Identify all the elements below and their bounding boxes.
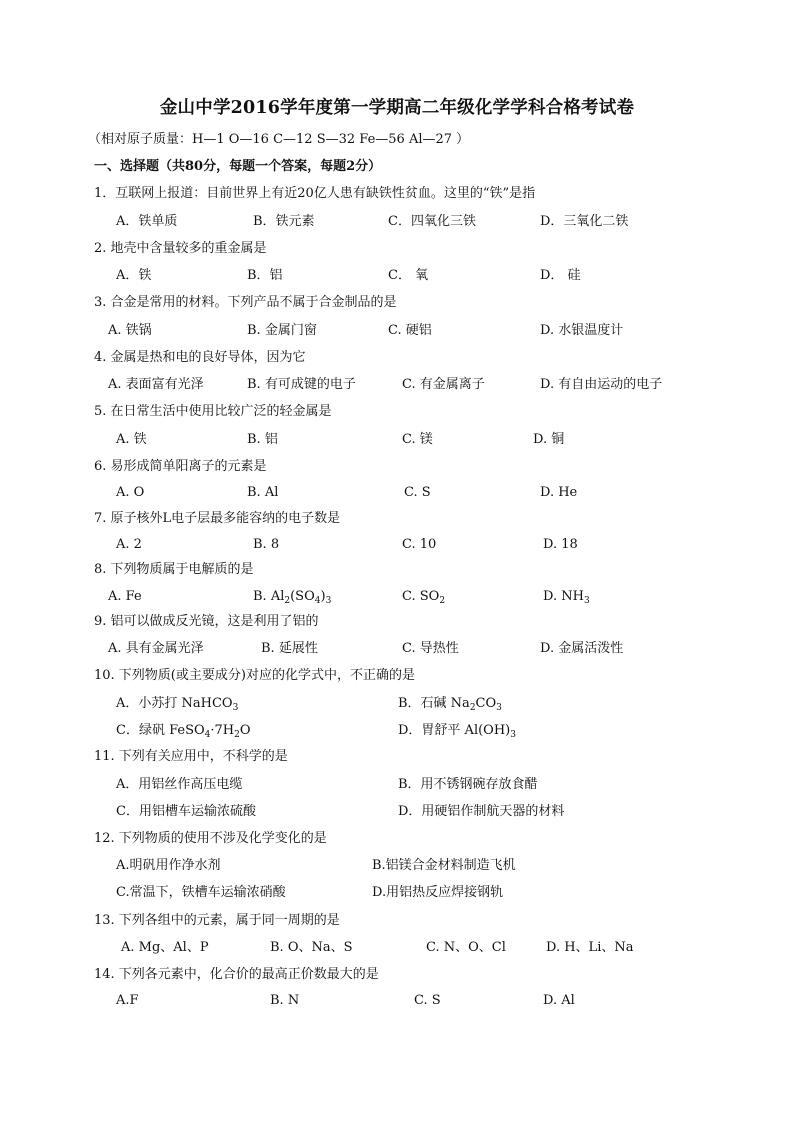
q10-c-text: C．绿矾 FeSO xyxy=(116,723,205,738)
q10-d-sub: 3 xyxy=(510,730,516,740)
q2-option-c: C． 氧 xyxy=(388,268,429,283)
q14-option-d: D. Al xyxy=(543,993,575,1008)
q10-b-sub: 3 xyxy=(496,703,502,713)
question-5: 5. 在日常生活中使用比较广泛的轻金属是 xyxy=(94,404,332,419)
q4-option-a: A. 表面富有光泽 xyxy=(108,377,204,392)
q10-option-b xyxy=(398,695,502,713)
question-6: 6. 易形成简单阳离子的元素是 xyxy=(94,459,267,474)
q11-option-d: D．用硬铝作制航天器的材料 xyxy=(398,804,565,819)
q7-option-b: B. 8 xyxy=(253,537,280,552)
q12-option-c: C.常温下，铁槽车运输浓硝酸 xyxy=(116,885,286,900)
atomic-masses-note: （相对原子质量：H—1 O—16 C—12 S—32 Fe—56 Al—27 ） xyxy=(88,132,470,147)
q8-b-text: B. Al xyxy=(253,589,285,604)
q8-b-sub: 2 xyxy=(284,596,291,606)
q12-option-a: A.明矾用作净水剂 xyxy=(116,858,221,873)
q10-b-sub: 2 xyxy=(469,703,476,713)
q10-option-a xyxy=(116,695,238,713)
question-10: 10. 下列物质(或主要成分)对应的化学式中，不正确的是 xyxy=(94,668,415,683)
q3-option-a: A. 铁锅 xyxy=(108,323,152,338)
q2-option-d: D． 硅 xyxy=(540,268,581,283)
q8-option-c xyxy=(402,588,445,606)
q5-option-d: D. 铜 xyxy=(533,432,565,447)
q9-option-b: B. 延展性 xyxy=(261,641,318,656)
q10-c-sub: 2 xyxy=(234,730,240,740)
q14-option-b: B. N xyxy=(270,993,300,1008)
q5-option-c: C. 镁 xyxy=(402,432,433,447)
question-11: 11. 下列有关应用中，不科学的是 xyxy=(94,749,288,764)
exam-title: 金山中学2016学年度第一学期高二年级化学学科合格考试卷 xyxy=(159,98,635,118)
q11-option-c: C．用铝槽车运输浓硫酸 xyxy=(116,804,256,819)
question-4: 4. 金属是热和电的良好导体，因为它 xyxy=(94,350,306,365)
q2-option-a: A．铁 xyxy=(116,268,152,283)
q8-option-b xyxy=(253,588,331,606)
section-heading: 一、选择题（共80分，每题一个答案，每题2分） xyxy=(94,159,382,174)
q10-option-c xyxy=(116,722,251,740)
q6-option-b: B. Al xyxy=(247,485,279,500)
q10-a-sub: 3 xyxy=(232,703,239,713)
q4-option-d: D. 有自由运动的电子 xyxy=(540,377,663,392)
q4-option-c: C. 有金属离子 xyxy=(402,377,485,392)
q13-option-d: D. H、Li、Na xyxy=(546,940,634,955)
q6-option-a: A. O xyxy=(116,485,145,500)
question-9: 9. 铝可以做成反光镜，这是利用了铝的 xyxy=(94,614,319,629)
q10-b-text: B．石碱 Na xyxy=(398,696,470,711)
question-12: 12. 下列物质的使用不涉及化学变化的是 xyxy=(94,831,327,846)
q3-option-d: D. 水银温度计 xyxy=(540,323,624,338)
q8-b-sub: 4 xyxy=(314,596,321,606)
q8-b-sub: 3 xyxy=(325,596,332,606)
q9-option-d: D. 金属活泼性 xyxy=(540,641,624,656)
q5-option-b: B. 铝 xyxy=(247,432,278,447)
q6-option-d: D. He xyxy=(540,485,578,500)
question-7: 7. 原子核外L电子层最多能容纳的电子数是 xyxy=(94,511,341,526)
question-2: 2. 地壳中含量较多的重金属是 xyxy=(94,241,267,256)
q10-c-text: ·7H xyxy=(210,723,235,738)
q13-option-c: C. N、O、Cl xyxy=(426,940,506,955)
q7-option-d: D. 18 xyxy=(543,537,578,552)
question-3: 3. 合金是常用的材料。下列产品不属于合金制品的是 xyxy=(94,295,397,310)
q10-a-text: A．小苏打 NaHCO xyxy=(116,696,233,711)
q1-option-c: C．四氧化三铁 xyxy=(388,214,476,229)
q6-option-c: C. S xyxy=(404,485,431,500)
q11-option-b: B．用不锈钢碗存放食醋 xyxy=(398,777,538,792)
q10-option-d xyxy=(398,722,516,740)
q4-option-b: B. 有可成键的电子 xyxy=(247,377,356,392)
question-1: 1．互联网上报道：目前世界上有近20亿人患有缺铁性贫血。这里的“铁”是指 xyxy=(94,186,536,201)
q8-d-sub: 3 xyxy=(583,596,590,606)
q9-option-c: C. 导热性 xyxy=(402,641,459,656)
q10-b-text: CO xyxy=(475,696,497,711)
q8-option-a: A. Fe xyxy=(108,589,142,604)
q10-d-text: D．胃舒平 Al(OH) xyxy=(398,723,511,738)
q10-c-text: O xyxy=(239,723,251,738)
q12-option-b: B.铝镁合金材料制造飞机 xyxy=(372,858,516,873)
q8-b-text: ) xyxy=(320,589,326,604)
q10-c-sub: 4 xyxy=(204,730,211,740)
q8-option-d xyxy=(543,588,590,606)
q5-option-a: A. 铁 xyxy=(116,432,147,447)
q14-option-c: C. S xyxy=(414,993,441,1008)
q13-option-a: A. Mg、Al、P xyxy=(121,940,209,955)
question-13: 13. 下列各组中的元素，属于同一周期的是 xyxy=(94,913,340,928)
q8-b-text: (SO xyxy=(290,589,315,604)
question-8: 8. 下列物质属于电解质的是 xyxy=(94,562,254,577)
q8-d-text: D. NH xyxy=(543,589,584,604)
q1-option-b: B．铁元素 xyxy=(253,214,315,229)
q2-option-b: B．铝 xyxy=(247,268,283,283)
q1-option-d: D．三氧化二铁 xyxy=(540,214,629,229)
question-14: 14. 下列各元素中，化合价的最高正价数最大的是 xyxy=(94,967,379,982)
q11-option-a: A．用铝丝作高压电缆 xyxy=(116,777,243,792)
q8-c-text: C. SO xyxy=(402,589,440,604)
q14-option-a: A.F xyxy=(116,993,139,1008)
q12-option-d: D.用铝热反应焊接钢轨 xyxy=(372,885,504,900)
q9-option-a: A. 具有金属光泽 xyxy=(108,641,204,656)
q3-option-b: B. 金属门窗 xyxy=(247,323,317,338)
q3-option-c: C. 硬铝 xyxy=(388,323,432,338)
q1-option-a: A．铁单质 xyxy=(116,214,178,229)
q7-option-a: A. 2 xyxy=(116,537,142,552)
q13-option-b: B. O、Na、S xyxy=(270,940,353,955)
q8-c-sub: 2 xyxy=(439,596,446,606)
q7-option-c: C. 10 xyxy=(402,537,437,552)
